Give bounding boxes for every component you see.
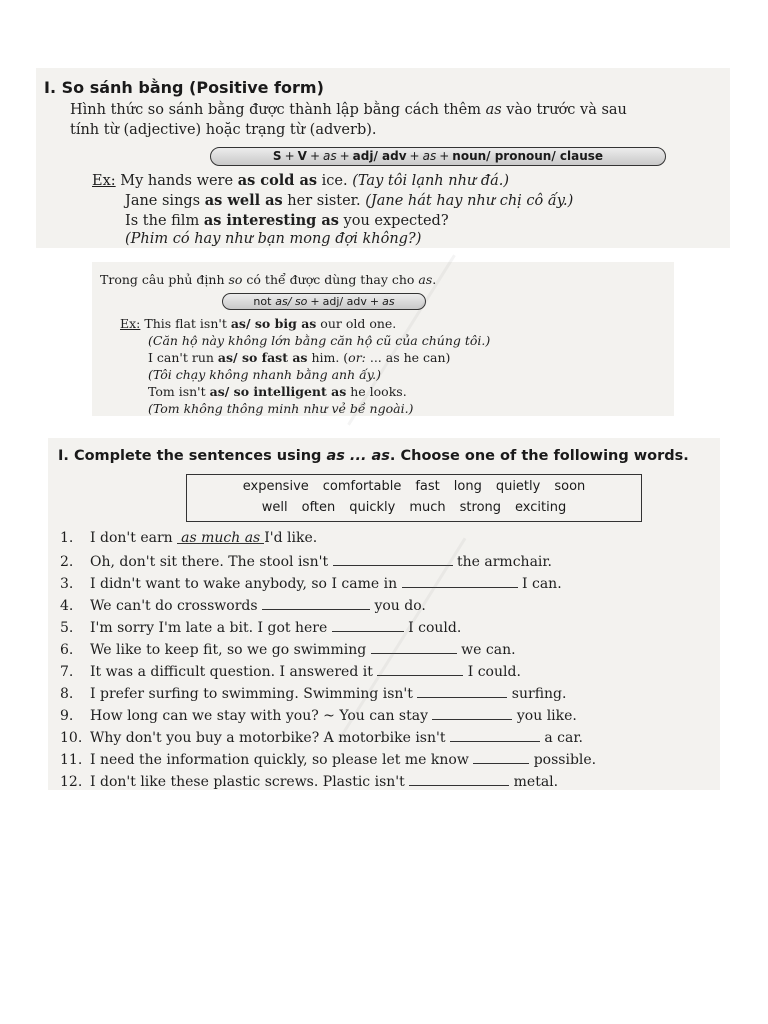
negative-note: Trong câu phủ định so có thể được dùng thay cho as. — [100, 272, 437, 287]
exercise-item-12: 12. I don't like these plastic screws. Plastic isn't metal. — [60, 774, 559, 790]
blank-7[interactable] — [377, 662, 463, 676]
section-title-positive-form: I. So sánh bằng (Positive form) — [44, 78, 324, 97]
word-strong: strong — [459, 500, 502, 515]
word-much: much — [409, 500, 446, 515]
blank-3[interactable] — [402, 574, 518, 588]
positive-formula: S + V + as + adj/ adv + as + noun/ pronoun/ clause — [210, 147, 666, 166]
negative-example-2-translation: (Tôi chạy không nhanh bằng anh ấy.) — [148, 367, 382, 382]
word-quietly: quietly — [495, 479, 541, 494]
negative-example-1: Ex: This flat isn't as/ so big as our old one. — [120, 316, 397, 331]
exercise-item-9: 9. How long can we stay with you? ~ You can stay you like. — [60, 708, 577, 724]
example-3-translation: (Phim có hay như bạn mong đợi không?) — [125, 231, 422, 247]
word-row-1 — [187, 479, 641, 494]
word-well: well — [261, 500, 288, 515]
word-comfortable: comfortable — [322, 479, 402, 494]
example-2: Jane sings as well as her sister. (Jane hát hay như chị cô ấy.) — [125, 192, 574, 209]
exercise-item-2: 2. Oh, don't sit there. The stool isn't the armchair. — [60, 554, 552, 570]
negative-example-3-translation: (Tom không thông minh như vẻ bề ngoài.) — [148, 401, 414, 416]
exercise-item-3: 3. I didn't want to wake anybody, so I came in I can. — [60, 576, 562, 592]
negative-example-1-translation: (Căn hộ này không lớn bằng căn hộ cũ của chúng tôi.) — [148, 333, 491, 348]
exercise-title: I. Complete the sentences using as ... as. Choose one of the following words. — [58, 448, 689, 464]
word-box — [186, 474, 642, 522]
intro-line-1: Hình thức so sánh bằng được thành lập bằng cách thêm as vào trước và sau — [70, 102, 627, 118]
blank-4[interactable] — [262, 596, 370, 610]
example-3: Is the film as interesting as you expected? — [125, 212, 449, 229]
exercise-item-5: 5. I'm sorry I'm late a bit. I got here I could. — [60, 620, 462, 636]
word-often: often — [301, 500, 336, 515]
word-exciting: exciting — [515, 500, 567, 515]
blank-10[interactable] — [450, 728, 540, 742]
word-fast: fast — [415, 479, 440, 494]
exercise-item-7: 7. It was a difficult question. I answered it I could. — [60, 664, 521, 680]
exercise-item-10: 10. Why don't you buy a motorbike? A motorbike isn't a car. — [60, 730, 583, 746]
blank-5[interactable] — [332, 618, 404, 632]
blank-6[interactable] — [371, 640, 457, 654]
answer-1: as much as — [177, 530, 264, 544]
negative-formula: not as/ so + adj/ adv + as — [222, 293, 426, 310]
word-row-2 — [187, 500, 641, 515]
blank-2[interactable] — [333, 552, 453, 566]
exercise-item-11: 11. I need the information quickly, so please let me know possible. — [60, 752, 597, 768]
exercise-item-1: 1. I don't earn as much as I'd like. — [60, 530, 318, 546]
word-expensive: expensive — [242, 479, 309, 494]
word-soon: soon — [554, 479, 586, 494]
blank-9[interactable] — [432, 706, 512, 720]
word-quickly: quickly — [349, 500, 396, 515]
negative-example-3: Tom isn't as/ so intelligent as he looks. — [148, 384, 407, 399]
intro-line-2: tính từ (adjective) hoặc trạng từ (adverb). — [70, 122, 377, 138]
exercise-item-4: 4. We can't do crosswords you do. — [60, 598, 426, 614]
negative-example-2: I can't run as/ so fast as him. (or: ... as he can) — [148, 350, 451, 365]
blank-11[interactable] — [473, 750, 529, 764]
blank-8[interactable] — [417, 684, 507, 698]
word-long: long — [453, 479, 482, 494]
blank-12[interactable] — [409, 772, 509, 786]
exercise-item-8: 8. I prefer surfing to swimming. Swimming isn't surfing. — [60, 686, 567, 702]
example-1: Ex: My hands were as cold as ice. (Tay tôi lạnh như đá.) — [92, 172, 510, 189]
exercise-item-6: 6. We like to keep fit, so we go swimming we can. — [60, 642, 516, 658]
